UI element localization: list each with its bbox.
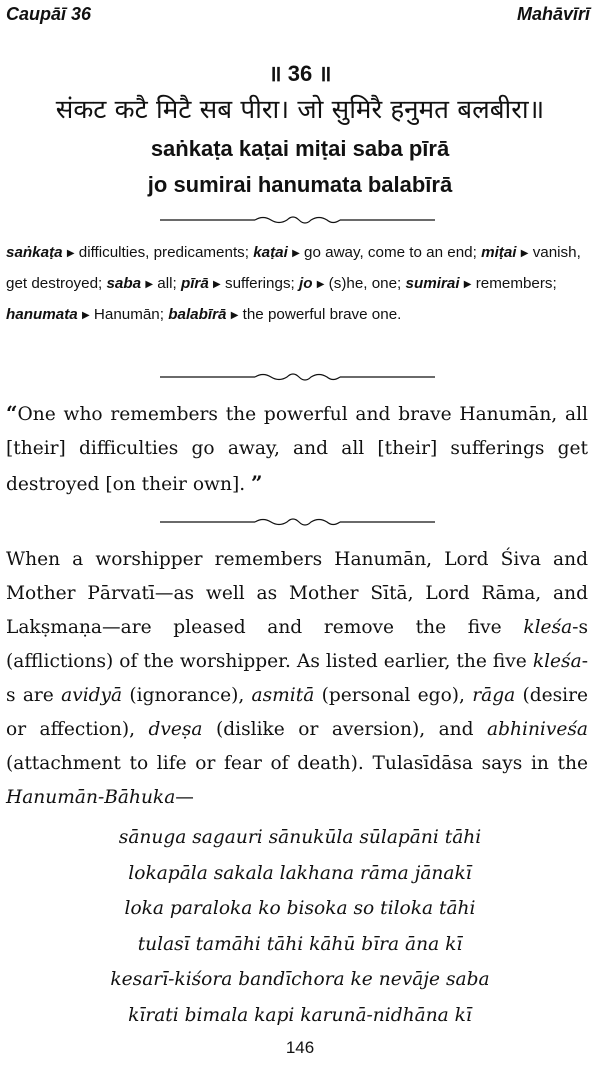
transliteration-line-2: jo sumirai hanumata balabīrā bbox=[147, 172, 453, 197]
arrow-icon: ▶ bbox=[520, 248, 529, 259]
poem-line: loka paraloka ko bisoka so tiloka tāhi bbox=[124, 898, 476, 919]
arrow-icon: ▶ bbox=[292, 248, 300, 259]
page-number: 146 bbox=[285, 1038, 315, 1057]
text-run: When a worshipper remembers Hanumān, Lord Śiva and Mother Pārvatī—as well as Mother Sītā, Lord Rāma, and Lakṣmaṇa—are pleased and remove the five bbox=[6, 549, 588, 638]
gloss-word: jo bbox=[299, 275, 313, 292]
gloss-word: balabīrā bbox=[168, 306, 227, 323]
term-avidya: avidyā bbox=[61, 685, 123, 706]
text-title: Hanumān-Bāhuka bbox=[6, 787, 176, 808]
ornament-divider bbox=[160, 213, 435, 227]
gloss-word: miṭai bbox=[481, 244, 517, 261]
poem-quotation bbox=[0, 820, 600, 1033]
gloss-meaning: remembers; bbox=[475, 275, 557, 292]
ornament-divider bbox=[160, 370, 435, 384]
gloss-meaning: go away, come to an end; bbox=[304, 244, 477, 261]
poem-line: sānuga sagauri sānukūla sūlapāni tāhi bbox=[118, 827, 482, 848]
text-run: (dislike or aversion), and bbox=[202, 719, 488, 740]
arrow-icon: ▶ bbox=[81, 310, 90, 321]
arrow-icon: ▶ bbox=[213, 279, 221, 290]
open-quote: “ bbox=[6, 401, 18, 425]
gloss-word: saṅkaṭa bbox=[6, 244, 63, 261]
text-run: (attachment to life or fear of death). Tulasīdāsa says in the bbox=[6, 753, 588, 774]
verse-number: ॥ 36 ॥ bbox=[268, 61, 332, 86]
gloss-meaning: difficulties, predicaments; bbox=[78, 244, 249, 261]
close-quote: ” bbox=[251, 471, 263, 495]
text-run: -s (afflictions) of the worshipper. As listed earlier, the five bbox=[6, 617, 588, 672]
quote-text: One who remembers the powerful and brave Hanumān, all [their] difficulties go away, and all [their] sufferings get destroyed [on their own]. bbox=[6, 404, 588, 495]
arrow-icon: ▶ bbox=[316, 279, 325, 290]
text-run: (desire or affection), bbox=[6, 685, 589, 740]
term-klesa: kleśa bbox=[532, 651, 582, 672]
transliteration-line-1: saṅkaṭa kaṭai miṭai saba pīrā bbox=[150, 136, 450, 161]
text-run: -s are bbox=[6, 651, 588, 706]
gloss-word: pīrā bbox=[180, 275, 209, 292]
gloss-meaning: all; bbox=[157, 275, 177, 292]
ornament-divider bbox=[160, 515, 435, 529]
chapter-label: Caupāī 36 bbox=[6, 4, 92, 24]
gloss-word: sumirai bbox=[405, 275, 460, 292]
gloss-word: saba bbox=[106, 275, 142, 292]
poem-line: lokapāla sakala lakhana rāma jānakī bbox=[128, 862, 472, 884]
arrow-icon: ▶ bbox=[145, 279, 154, 290]
poem-line: kesarī-kiśora bandīchora ke nevāje saba bbox=[110, 969, 490, 990]
arrow-icon: ▶ bbox=[230, 310, 239, 321]
text-run: (personal ego), bbox=[314, 685, 473, 706]
arrow-icon: ▶ bbox=[66, 248, 75, 259]
word-glossary bbox=[6, 238, 590, 331]
text-run: (ignorance), bbox=[122, 685, 252, 706]
gloss-meaning: (s)he, one; bbox=[328, 275, 402, 292]
gloss-word: kaṭai bbox=[253, 244, 288, 261]
gloss-meaning: sufferings; bbox=[224, 275, 295, 292]
arrow-icon: ▶ bbox=[463, 279, 472, 290]
book-title: Mahāvīrī bbox=[516, 4, 590, 24]
running-header bbox=[6, 4, 590, 30]
gloss-meaning: vanish, get destroyed; bbox=[6, 244, 581, 292]
gloss-meaning: the powerful brave one. bbox=[242, 306, 402, 323]
commentary-paragraph bbox=[6, 543, 588, 815]
devanagari-verse: संकट कटै मिटै सब पीरा। जो सुमिरै हनुमत बलबीरा॥ bbox=[55, 95, 545, 125]
translation-quote bbox=[6, 396, 588, 502]
term-klesa: kleśa bbox=[523, 617, 573, 638]
term-asmita: asmitā bbox=[251, 685, 315, 706]
term-dvesa: dveṣa bbox=[148, 719, 203, 740]
poem-line: tulasī tamāhi tāhi kāhū bīra āna kī bbox=[137, 933, 463, 955]
term-raga: rāga bbox=[472, 685, 516, 706]
gloss-word: hanumata bbox=[6, 306, 78, 323]
poem-line: kīrati bimala kapi karunā-nidhāna kī bbox=[128, 1004, 472, 1026]
text-run: — bbox=[175, 787, 194, 808]
term-abhinivesa: abhiniveśa bbox=[487, 719, 588, 740]
gloss-meaning: Hanumān; bbox=[93, 306, 164, 323]
